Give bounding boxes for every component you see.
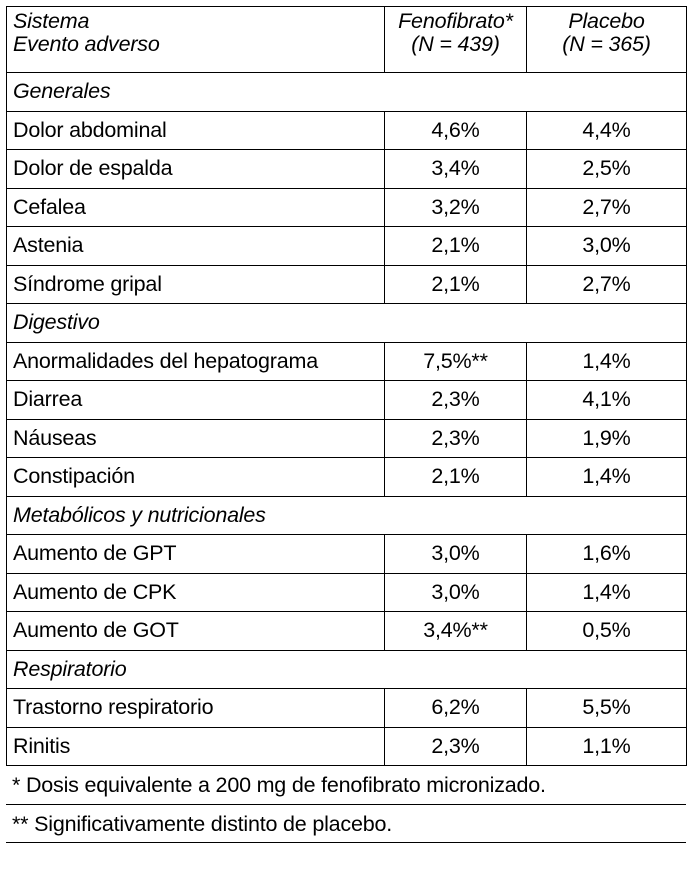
table-row bbox=[7, 535, 687, 574]
header-system-label: Sistema bbox=[13, 9, 90, 33]
event-cell: Trastorno respiratorio bbox=[7, 689, 385, 728]
placebo-cell: 1,9% bbox=[527, 419, 687, 458]
event-cell: Dolor de espalda bbox=[7, 150, 385, 189]
placebo-cell: 1,6% bbox=[527, 535, 687, 574]
header-fenofibrato-label: Fenofibrato* bbox=[398, 9, 513, 33]
header-event-label: Evento adverso bbox=[13, 31, 160, 56]
fenofibrato-cell: 2,3% bbox=[385, 381, 527, 420]
table-row bbox=[7, 381, 687, 420]
placebo-cell: 2,7% bbox=[527, 188, 687, 227]
section-title: Digestivo bbox=[7, 304, 687, 343]
header-placebo bbox=[527, 7, 687, 73]
fenofibrato-cell: 2,3% bbox=[385, 727, 527, 766]
section-title: Metabólicos y nutricionales bbox=[7, 496, 687, 535]
footnote-dose: * Dosis equivalente a 200 mg de fenofibrato micronizado. bbox=[6, 766, 686, 805]
placebo-cell: 5,5% bbox=[527, 689, 687, 728]
event-cell: Aumento de GPT bbox=[7, 535, 385, 574]
footnotes bbox=[6, 766, 686, 843]
event-cell: Diarrea bbox=[7, 381, 385, 420]
placebo-cell: 4,1% bbox=[527, 381, 687, 420]
header-placebo-n: (N = 365) bbox=[562, 31, 651, 56]
fenofibrato-cell: 7,5%** bbox=[385, 342, 527, 381]
footnote-significance: ** Significativamente distinto de placebo. bbox=[6, 805, 686, 844]
table-row bbox=[7, 689, 687, 728]
table-row bbox=[7, 727, 687, 766]
table-row bbox=[7, 458, 687, 497]
event-cell: Síndrome gripal bbox=[7, 265, 385, 304]
event-cell: Dolor abdominal bbox=[7, 111, 385, 150]
fenofibrato-cell: 3,0% bbox=[385, 573, 527, 612]
section-title: Generales bbox=[7, 73, 687, 112]
fenofibrato-cell: 3,2% bbox=[385, 188, 527, 227]
table-row bbox=[7, 419, 687, 458]
placebo-cell: 4,4% bbox=[527, 111, 687, 150]
table-header-row bbox=[7, 7, 687, 73]
adverse-events-table bbox=[6, 6, 687, 766]
section-header-row bbox=[7, 304, 687, 343]
event-cell: Cefalea bbox=[7, 188, 385, 227]
event-cell: Anormalidades del hepatograma bbox=[7, 342, 385, 381]
section-header-row bbox=[7, 496, 687, 535]
table-row bbox=[7, 265, 687, 304]
section-title: Respiratorio bbox=[7, 650, 687, 689]
fenofibrato-cell: 2,1% bbox=[385, 265, 527, 304]
placebo-cell: 1,4% bbox=[527, 573, 687, 612]
event-cell: Astenia bbox=[7, 227, 385, 266]
table-row bbox=[7, 612, 687, 651]
fenofibrato-cell: 2,1% bbox=[385, 458, 527, 497]
fenofibrato-cell: 2,3% bbox=[385, 419, 527, 458]
fenofibrato-cell: 4,6% bbox=[385, 111, 527, 150]
placebo-cell: 2,7% bbox=[527, 265, 687, 304]
table-body bbox=[7, 73, 687, 766]
fenofibrato-cell: 3,4%** bbox=[385, 612, 527, 651]
table-row bbox=[7, 342, 687, 381]
placebo-cell: 3,0% bbox=[527, 227, 687, 266]
fenofibrato-cell: 6,2% bbox=[385, 689, 527, 728]
placebo-cell: 2,5% bbox=[527, 150, 687, 189]
table-row bbox=[7, 188, 687, 227]
placebo-cell: 1,1% bbox=[527, 727, 687, 766]
event-cell: Aumento de CPK bbox=[7, 573, 385, 612]
table-row bbox=[7, 227, 687, 266]
adverse-events-document bbox=[6, 6, 686, 843]
header-placebo-label: Placebo bbox=[568, 9, 645, 33]
placebo-cell: 0,5% bbox=[527, 612, 687, 651]
table-row bbox=[7, 150, 687, 189]
header-fenofibrato-n: (N = 439) bbox=[411, 31, 500, 56]
event-cell: Aumento de GOT bbox=[7, 612, 385, 651]
section-header-row bbox=[7, 650, 687, 689]
table-row bbox=[7, 111, 687, 150]
table-row bbox=[7, 573, 687, 612]
header-fenofibrato bbox=[385, 7, 527, 73]
fenofibrato-cell: 3,0% bbox=[385, 535, 527, 574]
fenofibrato-cell: 2,1% bbox=[385, 227, 527, 266]
event-cell: Náuseas bbox=[7, 419, 385, 458]
placebo-cell: 1,4% bbox=[527, 342, 687, 381]
fenofibrato-cell: 3,4% bbox=[385, 150, 527, 189]
section-header-row bbox=[7, 73, 687, 112]
placebo-cell: 1,4% bbox=[527, 458, 687, 497]
event-cell: Rinitis bbox=[7, 727, 385, 766]
header-system-event bbox=[7, 7, 385, 73]
event-cell: Constipación bbox=[7, 458, 385, 497]
